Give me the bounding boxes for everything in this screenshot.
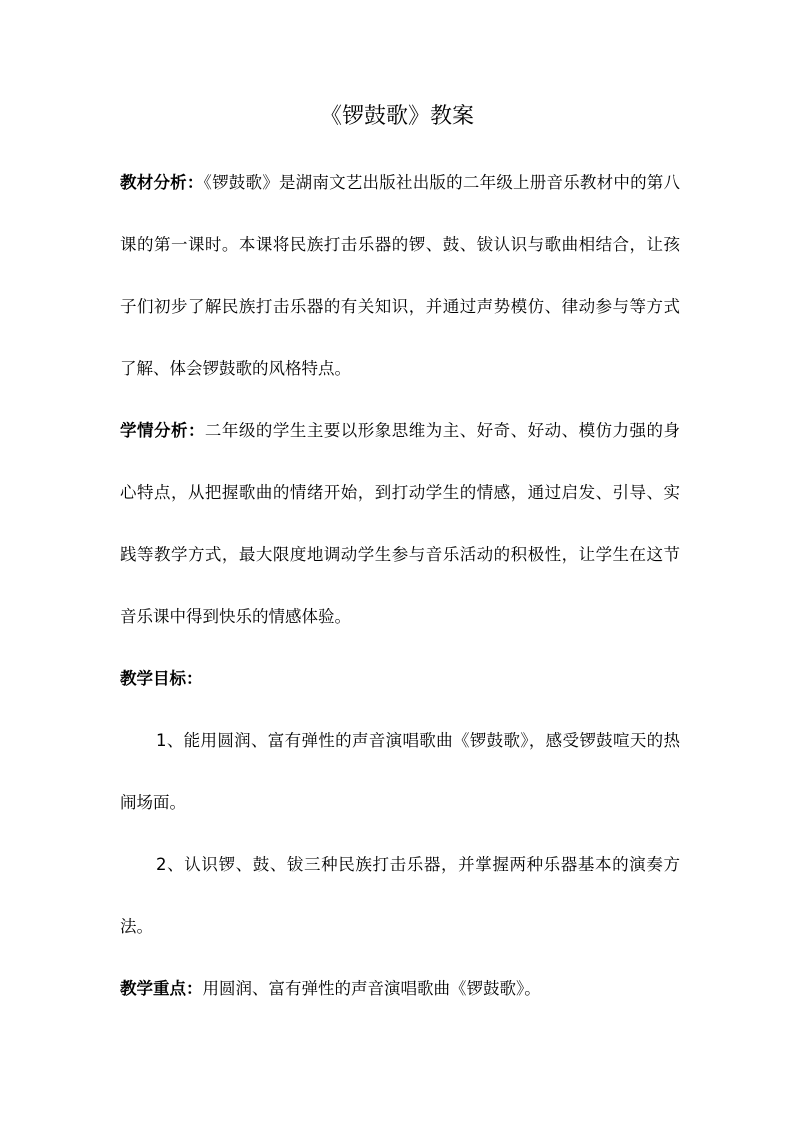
section-text-textbook-analysis: 《锣鼓歌》是湖南文艺出版社出版的二年级上册音乐教材中的第八课的第一课时。本课将民族打击乐器的锣、鼓、钹认识与歌曲相结合，让孩子们初步了解民族打击乐器的有关知识，并通过声势模仿、律动参与等方式了解、体会锣鼓歌的风格特点。 (120, 173, 681, 378)
paragraph-student-analysis (120, 400, 680, 648)
paragraph-teaching-focus (120, 958, 680, 1020)
document-body (120, 152, 680, 1020)
paragraph-teaching-goals-heading (120, 648, 680, 710)
section-label-textbook-analysis: 教材分析： (120, 173, 204, 192)
goal-item-2: 2、认识锣、鼓、钹三种民族打击乐器，并掌握两种乐器基本的演奏方法。 (120, 855, 680, 936)
section-label-student-analysis: 学情分析： (120, 421, 205, 440)
section-label-teaching-goals: 教学目标： (120, 669, 203, 688)
document-title: 《锣鼓歌》教案 (319, 104, 474, 129)
goal-item-1: 1、能用圆润、富有弹性的声音演唱歌曲《锣鼓歌》，感受锣鼓喧天的热闹场面。 (120, 731, 680, 812)
paragraph-goal-1 (120, 710, 680, 834)
section-text-teaching-focus: 用圆润、富有弹性的声音演唱歌曲《锣鼓歌》。 (202, 979, 541, 998)
paragraph-textbook-analysis (120, 152, 680, 400)
paragraph-goal-2 (120, 834, 680, 958)
section-text-student-analysis: 二年级的学生主要以形象思维为主、好奇、好动、模仿力强的身心特点，从把握歌曲的情绪开始，到打动学生的情感，通过启发、引导、实践等教学方式，最大限度地调动学生参与音乐活动的积极性，让学生在这节音乐课中得到快乐的情感体验。 (120, 421, 680, 626)
section-label-teaching-focus: 教学重点： (120, 979, 203, 998)
